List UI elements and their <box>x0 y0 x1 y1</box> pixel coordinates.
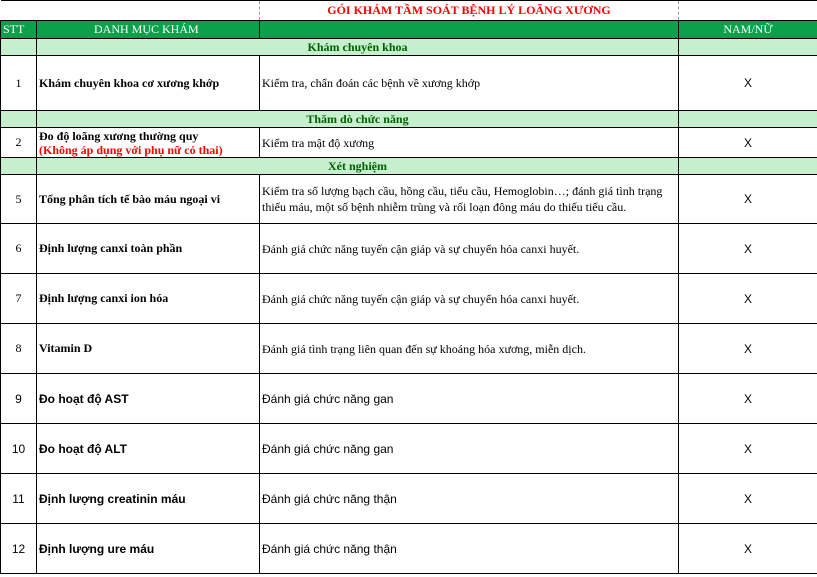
page-title[interactable]: GÓI KHÁM TẦM SOÁT BỆNH LÝ LOÃNG XƯƠNG <box>260 1 679 21</box>
section-stt-blank[interactable] <box>1 111 37 128</box>
row-mark[interactable]: X <box>679 224 817 274</box>
title-blank-left[interactable] <box>1 1 260 21</box>
table-row <box>1 56 817 111</box>
row-name[interactable]: Khám chuyên khoa cơ xương khớp <box>37 56 260 111</box>
row-name[interactable]: Định lượng creatinin máu <box>37 474 260 524</box>
row-mark[interactable]: X <box>679 56 817 111</box>
row-description[interactable]: Kiểm tra mật độ xương <box>260 128 679 158</box>
table-row <box>1 224 817 274</box>
row-stt[interactable]: 12 <box>1 524 37 574</box>
row-mark[interactable]: X <box>679 474 817 524</box>
header-category[interactable]: DANH MỤC KHÁM <box>37 21 260 39</box>
row-stt[interactable]: 2 <box>1 128 37 158</box>
header-description[interactable] <box>260 21 679 39</box>
section-row-tests <box>1 158 817 175</box>
row-name[interactable]: Tổng phân tích tế bào máu ngoại vi <box>37 175 260 224</box>
header-stt[interactable]: STT <box>1 21 37 39</box>
row-name[interactable]: Định lượng ure máu <box>37 524 260 574</box>
title-blank-right[interactable] <box>679 1 817 21</box>
row-name[interactable]: Vitamin D <box>37 324 260 374</box>
section-row-specialist <box>1 39 817 56</box>
row-stt[interactable]: 9 <box>1 374 37 424</box>
row-mark[interactable]: X <box>679 374 817 424</box>
row-stt[interactable]: 11 <box>1 474 37 524</box>
table-row <box>1 474 817 524</box>
table-row <box>1 524 817 574</box>
title-row <box>1 1 817 21</box>
row-name[interactable]: Đo hoạt độ ALT <box>37 424 260 474</box>
table-row <box>1 175 817 224</box>
section-stt-blank[interactable] <box>1 158 37 175</box>
header-gender[interactable]: NAM/NỮ <box>679 21 817 39</box>
table-row <box>1 324 817 374</box>
row-description[interactable]: Đánh giá chức năng tuyến cận giáp và sự chuyển hóa canxi huyết. <box>260 224 679 274</box>
table-row <box>1 374 817 424</box>
section-stt-blank[interactable] <box>1 39 37 56</box>
row-stt[interactable]: 5 <box>1 175 37 224</box>
row-mark[interactable]: X <box>679 524 817 574</box>
row-name[interactable]: Định lượng canxi toàn phần <box>37 224 260 274</box>
row-stt[interactable]: 8 <box>1 324 37 374</box>
row-stt[interactable]: 6 <box>1 224 37 274</box>
row-description[interactable]: Đánh giá chức năng gan <box>260 374 679 424</box>
column-header-row <box>1 21 817 39</box>
section-gender-blank[interactable] <box>679 158 817 175</box>
row-name: Đo độ loãng xương thường quy <box>39 128 199 143</box>
row-name[interactable]: Định lượng canxi ion hóa <box>37 274 260 324</box>
table-row <box>1 274 817 324</box>
row-mark[interactable]: X <box>679 424 817 474</box>
row-description[interactable]: Kiểm tra, chẩn đoán các bệnh về xương khớp <box>260 56 679 111</box>
row-description[interactable]: Đánh giá chức năng gan <box>260 424 679 474</box>
row-name[interactable]: Đo hoạt độ AST <box>37 374 260 424</box>
section-gender-blank[interactable] <box>679 111 817 128</box>
row-mark[interactable]: X <box>679 324 817 374</box>
row-mark[interactable]: X <box>679 175 817 224</box>
section-label-function[interactable]: Thăm dò chức năng <box>37 111 679 128</box>
section-row-function <box>1 111 817 128</box>
row-stt[interactable]: 10 <box>1 424 37 474</box>
row-description[interactable]: Kiểm tra số lượng bạch cầu, hồng cầu, tiểu cầu, Hemoglobin…; đánh giá tình trạng thiếu máu, một số bệnh nhiễm trùng và rối loạn đông máu do thiếu tiểu cầu. <box>260 175 679 224</box>
table-row <box>1 128 817 158</box>
table-row <box>1 424 817 474</box>
row-description[interactable]: Đánh giá chức năng thận <box>260 524 679 574</box>
row-description[interactable]: Đánh giá chức năng tuyến cận giáp và sự chuyển hóa canxi huyết. <box>260 274 679 324</box>
row-description[interactable]: Đánh giá chức năng thận <box>260 474 679 524</box>
section-label-specialist[interactable]: Khám chuyên khoa <box>37 39 679 56</box>
row-note: (Không áp dụng với phụ nữ có thai) <box>39 142 223 157</box>
row-name-cell[interactable] <box>37 128 260 158</box>
row-mark[interactable]: X <box>679 274 817 324</box>
section-label-tests[interactable]: Xét nghiệm <box>37 158 679 175</box>
row-mark[interactable]: X <box>679 128 817 158</box>
section-gender-blank[interactable] <box>679 39 817 56</box>
row-stt[interactable]: 1 <box>1 56 37 111</box>
row-stt[interactable]: 7 <box>1 274 37 324</box>
row-description[interactable]: Đánh giá tình trạng liên quan đến sự khoáng hóa xương, miễn dịch. <box>260 324 679 374</box>
